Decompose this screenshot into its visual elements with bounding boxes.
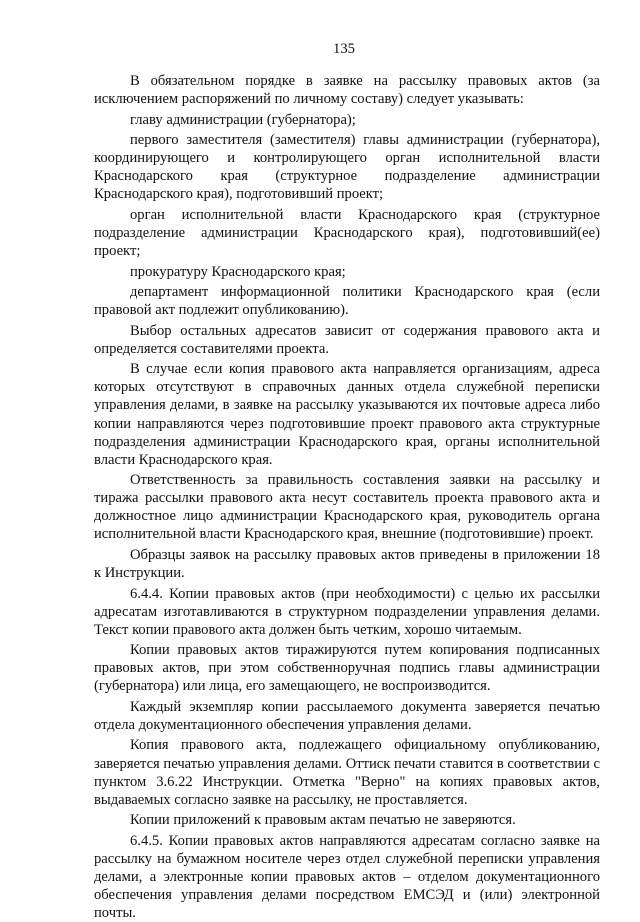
paragraph: первого заместителя (заместителя) главы администрации (губернатора), координирующего и контролирующего орган исполнительной власти Краснодарского края (структурное подразделение администрации Краснодарского края), подготовивший проект; xyxy=(94,132,600,203)
paragraph: В случае если копия правового акта направляется организациям, адреса которых отсутствуют в справочных данных отдела служебной переписки управления делами, в заявке на рассылку указываются их почтовые адреса либо копии направляются через подготовившие проект правового акта структурные подразделения администрации Краснодарского края, органы исполнительной власти Краснодарского края. xyxy=(94,361,600,468)
paragraph: Каждый экземпляр копии рассылаемого документа заверяется печатью отдела документационного обеспечения управления делами. xyxy=(94,698,600,733)
paragraph: Ответственность за правильность составления заявки на рассылку и тиража рассылки правового акта несут составитель проекта правового акта и должностное лицо администрации Краснодарского края, руководитель органа исполнительной власти Краснодарского края, внешние (подготовившие) проект. xyxy=(94,472,600,543)
paragraph: департамент информационной политики Краснодарского края (если правовой акт подлежит опубликованию). xyxy=(94,284,600,319)
paragraph: прокуратуру Краснодарского края; xyxy=(130,263,346,280)
paragraph: орган исполнительной власти Краснодарского края (структурное подразделение администрации Краснодарского края), подготовивший(ее) проект; xyxy=(94,206,600,260)
document-body xyxy=(94,72,600,922)
paragraph: Образцы заявок на рассылку правовых актов приведены в приложении 18 к Инструкции. xyxy=(94,546,600,582)
paragraph: Копии правовых актов тиражируются путем копирования подписанных правовых актов, при этом собственноручная подпись главы администрации (губернатора) или лица, его замещающего, не воспроизводится. xyxy=(94,642,600,695)
paragraph: главу администрации (губернатора); xyxy=(130,111,356,128)
paragraph: В обязательном порядке в заявке на рассылку правовых актов (за исключением распоряжений по личному составу) следует указывать: xyxy=(94,73,600,108)
paragraph: Выбор остальных адресатов зависит от содержания правового акта и определяется составителями проекта. xyxy=(94,322,600,357)
page-number: 135 xyxy=(333,41,355,57)
paragraph: 6.4.4. Копии правовых актов (при необходимости) с целью их рассылки адресатам изготавливаются в структурном подразделении управления делами. Текст копии правового акта должен быть четким, хорошо читаемым. xyxy=(94,585,600,638)
paragraph: 6.4.5. Копии правовых актов направляются адресатам согласно заявке на рассылку на бумажном носителе через отдел служебной переписки управления делами, а электронные копии правовых актов – отделом документационного обеспечения управления делами посредством ЕМСЭД и (или) электронной почты. xyxy=(94,832,600,922)
paragraph: Копии приложений к правовым актам печатью не заверяются. xyxy=(130,812,516,829)
paragraph: Копия правового акта, подлежащего официальному опубликованию, заверяется печатью управления делами. Оттиск печати ставится в соответствии с пунктом 3.6.22 Инструкции. Отметка "Верно" на копиях правовых актов, выдаваемых согласно заявке на рассылку, не проставляется. xyxy=(94,737,600,808)
